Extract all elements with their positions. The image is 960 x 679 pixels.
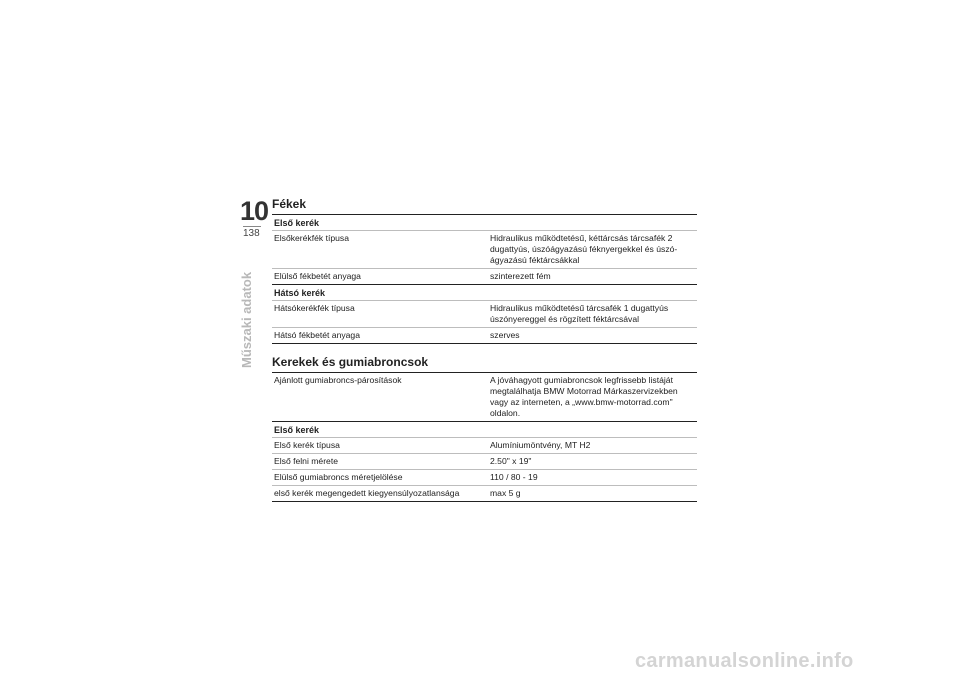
chapter-side-title: Műszaki adatok	[239, 271, 254, 368]
watermark: carmanualsonline.info	[635, 650, 854, 672]
spec-row	[272, 453, 697, 469]
spec-value: szinterezett fém	[490, 271, 551, 281]
spec-key: Hátsó fékbetét anyaga	[274, 330, 360, 340]
subsection-rear-wheel-brakes: Hátsó kerék	[272, 284, 697, 300]
spec-key: első kerék megengedett kiegyensúlyozatlansága	[274, 488, 460, 498]
section-title-brakes: Fékek	[272, 197, 307, 211]
spec-row	[272, 372, 697, 421]
spec-row	[272, 268, 697, 284]
page-number: 138	[243, 228, 260, 239]
spec-value: Hidraulikus működtetésű, kéttárcsás tárcsafék 2 dugattyús, úszóágyazású féknyergekkel és úszó-ágyazású féktárcsákkal	[490, 233, 678, 265]
subsection-front-wheel: Első kerék	[272, 421, 697, 437]
spec-row	[272, 469, 697, 485]
spec-row	[272, 327, 697, 343]
spec-row	[272, 437, 697, 453]
spec-value: szerves	[490, 330, 520, 340]
spec-row	[272, 230, 697, 268]
spec-row	[272, 485, 697, 501]
spec-row	[272, 300, 697, 327]
spec-key: Első felni mérete	[274, 456, 339, 466]
spec-value: max 5 g	[490, 488, 521, 498]
spec-key: Elülső fékbetét anyaga	[274, 271, 361, 281]
spec-content	[272, 196, 697, 502]
spec-key: Elülső gumiabroncs méretjelölése	[274, 472, 403, 482]
spec-key: Ajánlott gumiabroncs-párosítások	[274, 375, 402, 385]
section-title-wheels: Kerekek és gumiabroncsok	[272, 355, 429, 369]
subsection-front-wheel-brakes: Első kerék	[272, 214, 697, 230]
spec-key: Első kerék típusa	[274, 440, 340, 450]
spec-value: 110 / 80 - 19	[490, 472, 538, 482]
chapter-number: 10	[240, 196, 269, 226]
spec-value: 2.50" x 19"	[490, 456, 532, 466]
spec-value: A jóváhagyott gumiabroncsok legfrissebb listáját megtalálhatja BMW Motorrad Márkaszervizekben vagy az interneten, a „www.bmw-motorrad.com" oldalon.	[490, 375, 678, 418]
spec-value: Hidraulikus működtetésű tárcsafék 1 dugattyús úszónyereggel és rögzített féktárcsával	[490, 303, 669, 324]
spec-value: Alumíniumöntvény, MT H2	[490, 440, 591, 450]
table-divider	[272, 343, 697, 344]
spec-key: Hátsókerékfék típusa	[274, 303, 355, 313]
table-divider	[272, 501, 697, 502]
spec-key: Elsőkerékfék típusa	[274, 233, 349, 243]
